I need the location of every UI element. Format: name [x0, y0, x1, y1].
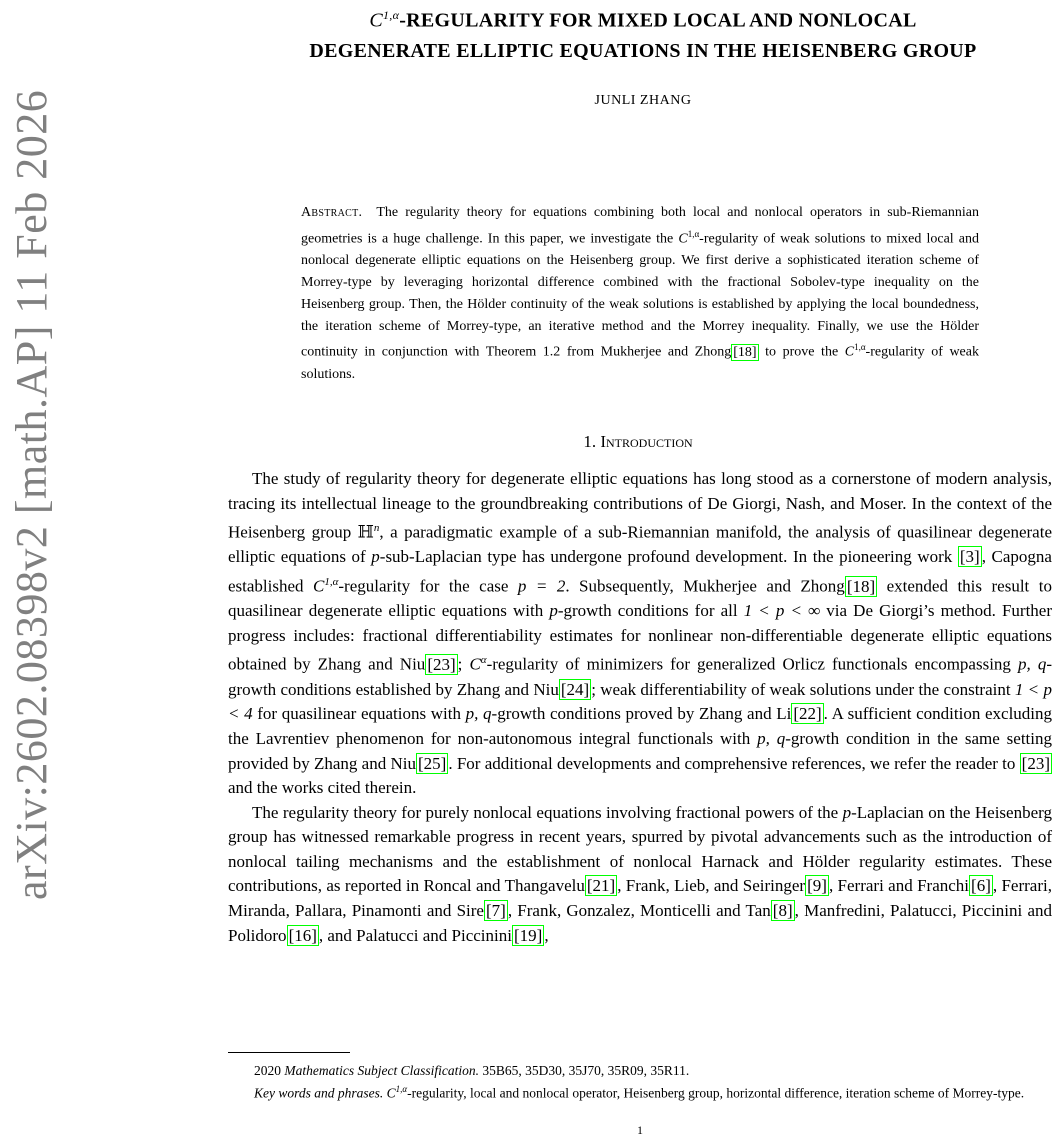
- paragraph-2: The regularity theory for purely nonlocal equations involving fractional powers of the p-Laplacian on the Heisenberg group has witnessed remarkable progress in recent years, spurred by pivotal advancements such as the introduction of nonlocal tailing mechanisms and the establishment of nonlocal Harnack and Hölder regularity estimates. These contributions, as reported in Roncal and Thangavelu [21] , Frank, Lieb, and Seiringer [9] , Ferrari and Franchi [6] , Ferrari, Miranda, Pallara, Pinamonti and Sire [7] , Frank, Gonzalez, Monticelli and Tan [8] , Manfredini, Palatucci, Piccinini and Polidoro [16] , and Palatucci and Piccinini [19] ,: [228, 802, 1052, 945]
- footnote-msc: 2020 Mathematics Subject Classification. 35B65, 35D30, 35J70, 35R09, 35R11.: [254, 1063, 690, 1078]
- footnote-keywords: Key words and phrases. $C^{1,\alpha}$-regularity, local and nonlocal operator, Heisenberg group, horizontal difference, iteration scheme of Morrey-type.: [254, 1084, 1025, 1101]
- citation-link[interactable]: [21]: [586, 876, 616, 896]
- citation-link[interactable]: [18]: [846, 576, 876, 596]
- citation-link[interactable]: [19]: [513, 925, 543, 945]
- author-name: JUNLI ZHANG: [594, 93, 692, 108]
- citation-link[interactable]: [7]: [485, 901, 506, 921]
- citation-link[interactable]: [18]: [733, 345, 757, 361]
- arxiv-identifier-stamp: arXiv:2602.08398v2 [math.AP] 11 Feb 2026: [7, 89, 56, 900]
- paragraph-1: The study of regularity theory for degenerate elliptic equations has long stood as a cornerstone of modern analysis, tracing its intellectual lineage to the groundbreaking contributions of De Giorgi, Nash, and Moser. In the context of the Heisenberg group ℍ$^n$, a paradigmatic example of a sub-Riemannian manifold, the analysis of quasilinear degenerate elliptic equations of p-sub-Laplacian type has undergone profound development. In the pioneering work [3] , Capogna established $C^{1,\alpha}$-regularity for the case p = 2. Subsequently, Mukherjee and Zhong [18] extended this result to quasilinear degenerate elliptic equations with p-growth conditions for all 1 < p < ∞ via De Giorgi’s method. Further progress includes: fractional differentiability estimates for nonlinear non-differentiable degenerate elliptic equations obtained by Zhang and Niu [23] ; $C^\alpha$-regularity of minimizers for generalized Orlicz functionals encompassing p, q-growth conditions established by Zhang and Niu [24] ; weak differentiability of weak solutions under the constraint 1 < p < 4 for quasilinear equations with p, q-growth conditions proved by Zhang and Li [22] . A sufficient condition excluding the Lavrentiev phenomenon for non-autonomous integral functionals with p, q-growth condition in the same setting provided by Zhang and Niu [25] . For additional developments and comprehensive references, we refer the reader to [23] and the works cited therein.: [228, 469, 1053, 798]
- citation-link[interactable]: [23]: [1021, 753, 1050, 773]
- footnote-divider: [228, 1052, 350, 1053]
- title-line-1: $C^{1,\alpha}$-REGULARITY FOR MIXED LOCAL AND NONLOCAL: [369, 8, 917, 32]
- abstract: Abstract. The regularity theory for equations combining both local and nonlocal operators in sub-Riemannian geometries is a huge challenge. In this paper, we investigate the $C^{1,\alpha}$-regularity of weak solutions to mixed local and nonlocal degenerate elliptic equations on the Heisenberg group. We first derive a sophisticated iteration scheme of Morrey-type by leveraging horizontal difference combined with the fractional Sobolev-type inequality on the Heisenberg group. Then, the Hölder continuity of the weak solutions is established by applying the local boundedness, the iteration scheme of Morrey-type, an iterative method and the Morrey inequality. Finally, we use the Hölder continuity in conjunction with Theorem 1.2 from Mukherjee and Zhong [18] to prove the $C^{1,\alpha}$-regularity of weak solutions.: [301, 205, 979, 382]
- paper-title: [228, 0, 1053, 66]
- citation-link[interactable]: [16]: [288, 925, 317, 945]
- citation-link[interactable]: [25]: [417, 753, 447, 773]
- citation-link[interactable]: [9]: [807, 876, 827, 896]
- page-number: 1: [637, 1123, 643, 1137]
- section-heading: 1. Introduction: [583, 432, 693, 451]
- abstract-label: Abstract.: [301, 205, 363, 220]
- body-text: [228, 467, 1052, 948]
- citation-link[interactable]: [6]: [971, 876, 991, 896]
- citation-link[interactable]: [8]: [772, 901, 793, 921]
- footnotes: [228, 1061, 1052, 1103]
- citation-link[interactable]: [3]: [959, 547, 980, 567]
- citation-link[interactable]: [23]: [427, 655, 456, 675]
- title-line-2: DEGENERATE ELLIPTIC EQUATIONS IN THE HEISENBERG GROUP: [309, 39, 977, 62]
- citation-link[interactable]: [24]: [560, 679, 590, 699]
- citation-link[interactable]: [22]: [793, 704, 822, 724]
